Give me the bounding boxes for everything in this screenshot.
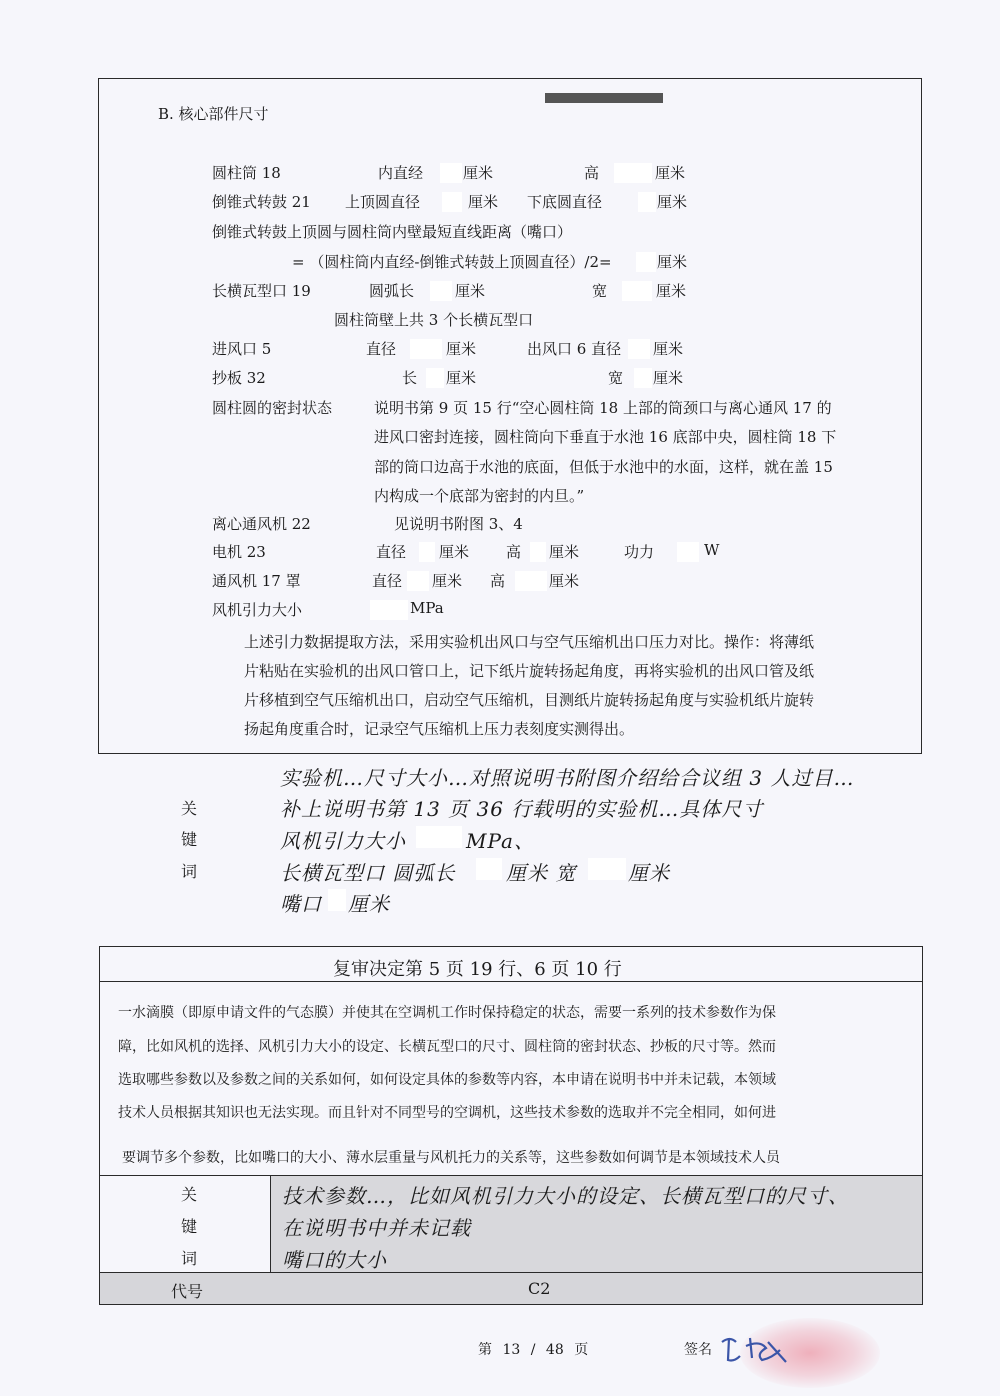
method-line: 扬起角度重合时，记录空气压缩机上压力表刻度实测得出。	[244, 720, 635, 738]
handwritten-signature	[716, 1328, 796, 1368]
row-cylinder-b-label: 高	[584, 164, 600, 182]
code-value: C2	[528, 1279, 551, 1298]
formula-unit: 厘米	[657, 253, 688, 271]
row-motor-c-label: 功力	[624, 543, 655, 561]
review-paragraph-line: 选取哪些参数以及参数之间的关系如何，如何设定具体的参数等内容，本申请在说明书中并未记载，本领域	[118, 1072, 776, 1088]
row-tile-b-unit: 厘米	[656, 282, 687, 300]
row-drum-b-label: 下底圆直径	[527, 193, 603, 211]
row-motor-b-unit: 厘米	[549, 543, 580, 561]
page-current: 13	[502, 1342, 521, 1358]
redacted-value	[440, 163, 462, 183]
redacted-value	[419, 542, 435, 562]
seal-line: 进风口密封连接，圆柱筒向下垂直于水池 16 底部中央，圆柱筒 18 下	[374, 428, 837, 446]
row-plate-a-unit: 厘米	[446, 369, 477, 387]
formula-line: = （圆柱筒内直经-倒锥式转鼓上顶圆直径）/2=	[292, 253, 612, 271]
review-paragraph-line: 技术人员根据其知识也无法实现。而且针对不同型号的空调机，这些技术参数的选取并不完全相同，如何进	[118, 1105, 776, 1121]
row-cylinder-a-label: 内直经	[378, 164, 424, 182]
row-cylinder-name: 圆柱筒 18	[212, 164, 281, 182]
keyword-side-char: 词	[181, 862, 198, 881]
row-inlet-b-unit: 厘米	[653, 340, 684, 358]
signature-label: 签名	[684, 1342, 712, 1358]
suction-label: 风机引力大小	[212, 601, 303, 619]
keyword-suction: 风机引力大小	[280, 829, 406, 853]
keyword-mouth: 嘴口	[280, 892, 322, 916]
row-cover-b-label: 高	[490, 572, 506, 590]
keyword-line: 实验机…尺寸大小…对照说明书附图介绍给合议组 3 人过目…	[280, 766, 855, 790]
redacted-value	[588, 858, 626, 880]
fan-ref: 见说明书附图 3、4	[394, 515, 523, 533]
keyword-side-char: 键	[181, 830, 198, 849]
row-drum-a-unit: 厘米	[468, 193, 499, 211]
seal-line: 部的筒口边高于水池的底面，但低于水池中的水面，这样，就在盖 15	[374, 458, 833, 476]
review-paragraph-line: 一水滴膜（即原申请文件的气态膜）并使其在空调机工作时保持稳定的状态，需要一系列的技术参数作为保	[118, 1005, 776, 1021]
redacted-value	[636, 252, 656, 272]
row-tile-name: 长横瓦型口 19	[212, 282, 311, 300]
method-line: 上述引力数据提取方法，采用实验机出风口与空气压缩机出口压力对比。操作：将薄纸	[244, 633, 815, 651]
redacted-value	[430, 281, 452, 301]
section-b-heading: B. 核心部件尺寸	[158, 105, 269, 123]
row-tile-a-unit: 厘米	[455, 282, 486, 300]
row-cover-b-unit: 厘米	[549, 572, 580, 590]
row-cover-a-unit: 厘米	[432, 572, 463, 590]
row-cylinder-a-unit: 厘米	[463, 164, 494, 182]
review-kw-side-char: 键	[181, 1217, 198, 1236]
redacted-value	[410, 339, 442, 359]
redacted-value	[416, 826, 462, 848]
redacted-value	[476, 858, 502, 880]
page-suffix: 页	[574, 1342, 589, 1358]
review-title: 复审决定第 5 页 19 行、6 页 10 行	[333, 959, 622, 980]
keyword-tile-unit2: 厘米	[628, 861, 670, 885]
redacted-value	[328, 889, 346, 911]
review-paragraph-cut-line: 要调节多个参数，比如嘴口的大小、薄水层重量与风机托力的关系等，这些参数如何调节是本领域技术人员	[122, 1150, 780, 1166]
row-inlet-name: 进风口 5	[212, 340, 272, 358]
keyword-suction-unit: MPa、	[466, 829, 535, 853]
row-cover-name: 通风机 17 罩	[212, 572, 301, 590]
redacted-value	[622, 281, 652, 301]
redacted-value	[530, 542, 546, 562]
row-tile-b-label: 宽	[592, 282, 608, 300]
row-motor-b-label: 高	[506, 543, 522, 561]
review-paragraph-line: 障，比如风机的选择、风机引力大小的设定、长横瓦型口的尺寸、圆柱筒的密封状态、抄板的尺寸等。然而	[118, 1039, 776, 1055]
redacted-value	[677, 542, 699, 562]
row-plate-b-label: 宽	[608, 369, 624, 387]
redacted-value	[407, 571, 429, 591]
review-kw-side-char: 词	[181, 1249, 198, 1268]
row-plate-name: 抄板 32	[212, 369, 266, 387]
row-inlet-a-unit: 厘米	[446, 340, 477, 358]
keyword-side-char: 关	[181, 799, 198, 818]
page-number	[478, 1339, 588, 1359]
row-inlet-b-label: 出风口 6 直径	[527, 340, 622, 358]
fan-label: 离心通风机 22	[212, 515, 311, 533]
row-drum-name: 倒锥式转鼓 21	[212, 193, 311, 211]
row-cylinder-b-unit: 厘米	[655, 164, 686, 182]
seal-line: 说明书第 9 页 15 行“空心圆柱筒 18 上部的筒颈口与离心通风 17 的	[374, 399, 832, 417]
page-total: 48	[545, 1342, 564, 1358]
seal-label: 圆柱圆的密封状态	[212, 399, 333, 417]
redacted-value	[442, 192, 462, 212]
keyword-line: 补上说明书第 13 页 36 行载明的实验机…具体尺寸	[280, 797, 764, 821]
keyword-tile-unit: 厘米 宽	[506, 861, 577, 885]
review-kw-line: 嘴口的大小	[282, 1248, 387, 1272]
code-label: 代号	[171, 1282, 204, 1301]
row-cover-a-label: 直径	[372, 572, 403, 590]
redacted-value	[515, 571, 547, 591]
row-motor-c-unit: W	[704, 541, 720, 559]
keyword-tile: 长横瓦型口 圆弧长	[280, 861, 456, 885]
method-line: 片移植到空气压缩机出口，启动空气压缩机，目测纸片旋转扬起角度与实验机纸片旋转	[244, 691, 815, 709]
review-kw-side-char: 关	[181, 1185, 198, 1204]
method-line: 片粘贴在实验机的出风口管口上，记下纸片旋转扬起角度，再将实验机的出风口管及纸	[244, 662, 815, 680]
row-drum-b-unit: 厘米	[657, 193, 688, 211]
redacted-value	[638, 192, 656, 212]
row-drum-a-label: 上顶圆直径	[345, 193, 421, 211]
review-kw-line: 在说明书中并未记载	[282, 1216, 471, 1240]
review-kw-line: 技术参数…，比如风机引力大小的设定、长横瓦型口的尺寸、	[282, 1184, 849, 1208]
row-motor-a-unit: 厘米	[439, 543, 470, 561]
row-plate-a-label: 长	[402, 369, 418, 387]
row-motor-a-label: 直径	[376, 543, 407, 561]
review-box	[99, 946, 923, 1305]
row-motor-name: 电机 23	[212, 543, 266, 561]
row-inlet-a-label: 直径	[366, 340, 397, 358]
page-prefix: 第	[478, 1342, 492, 1358]
redacted-value	[426, 368, 444, 388]
keyword-mouth-unit: 厘米	[348, 892, 390, 916]
redacted-value	[370, 600, 408, 620]
distance-line: 倒锥式转鼓上顶圆与圆柱筒内壁最短直线距离（嘴口）	[212, 223, 573, 241]
tile-note: 圆柱筒壁上共 3 个长横瓦型口	[334, 311, 534, 329]
page-separator: /	[530, 1342, 536, 1358]
code-row-bg	[100, 1273, 922, 1304]
redacted-value	[628, 339, 650, 359]
redacted-value	[614, 163, 652, 183]
redacted-value	[634, 368, 652, 388]
suction-unit: MPa	[410, 599, 444, 617]
seal-line: 内构成一个底部为密封的内旦。”	[374, 487, 585, 505]
row-tile-a-label: 圆弧长	[369, 282, 415, 300]
row-plate-b-unit: 厘米	[653, 369, 684, 387]
